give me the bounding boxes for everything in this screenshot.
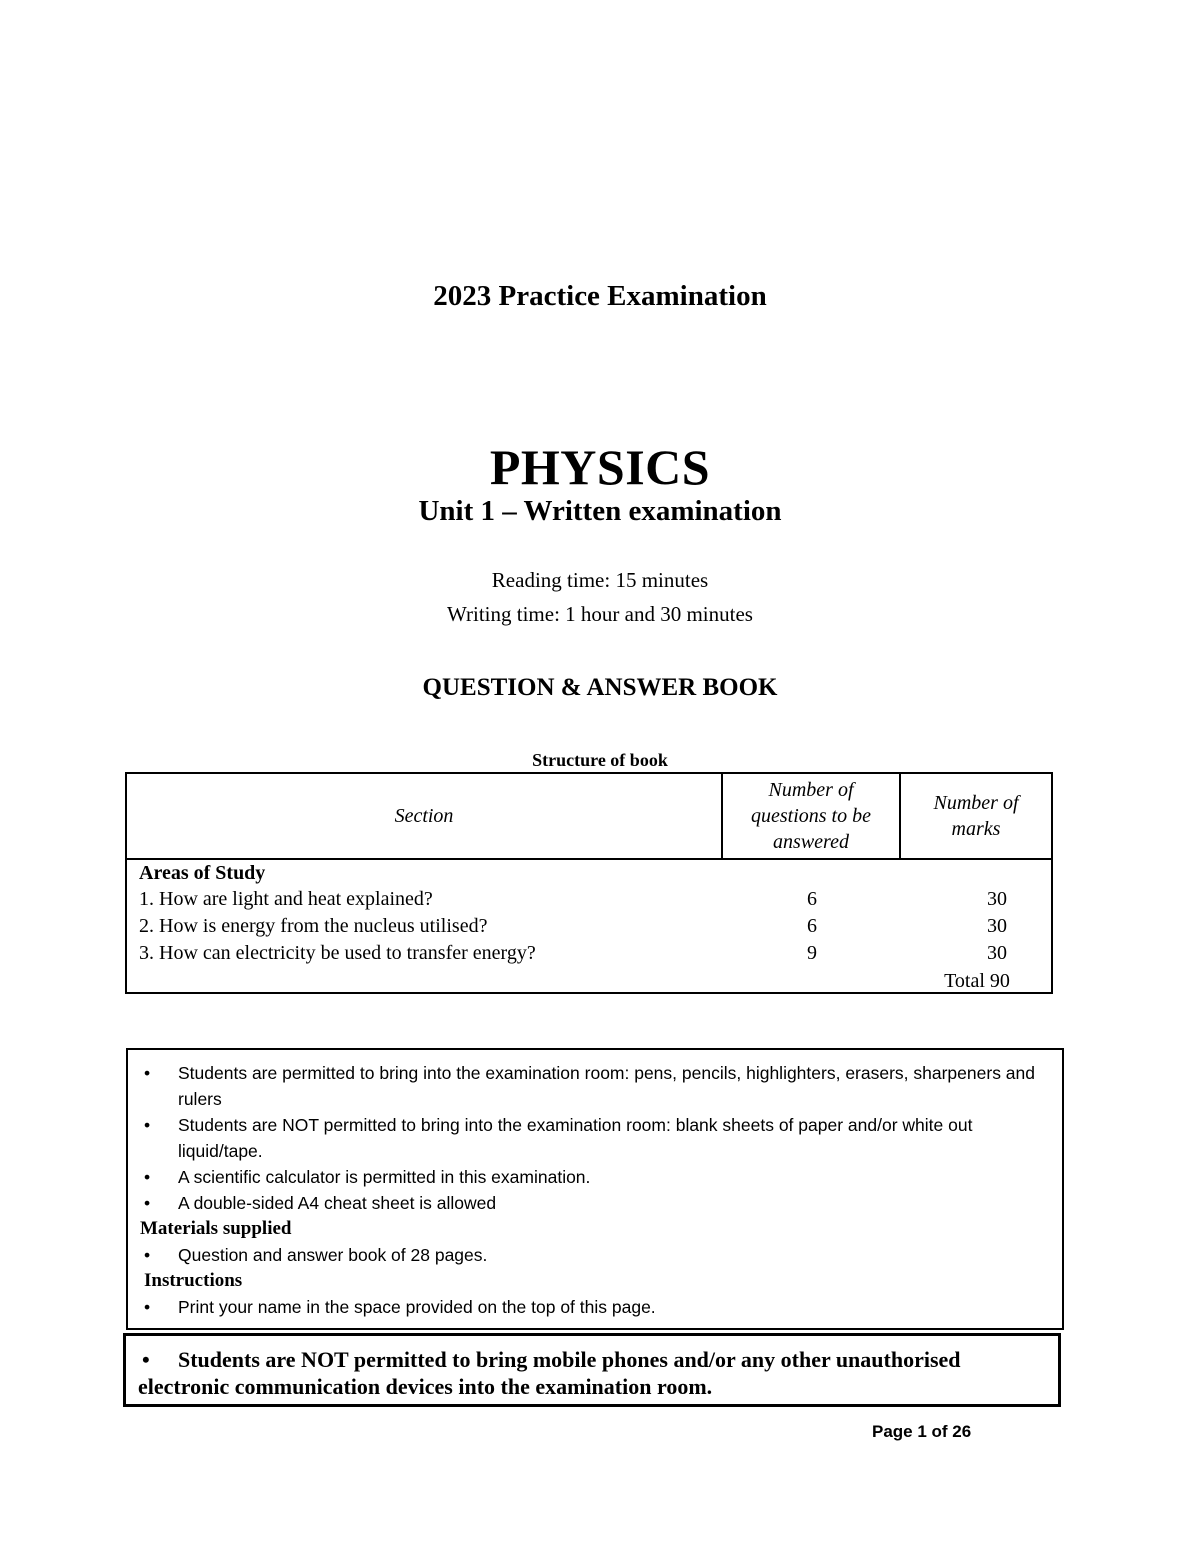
mobile-phone-warning-box — [123, 1333, 1061, 1407]
exam-rules-box — [126, 1048, 1064, 1330]
column-header-marks: Number of marks — [933, 792, 1019, 840]
table-row — [127, 915, 1051, 942]
column-header-questions: Number of questions to be answered — [723, 774, 901, 858]
bullet-icon: • — [144, 1063, 151, 1083]
bullet-icon: • — [144, 1297, 151, 1317]
structure-table-header — [127, 774, 1051, 860]
rule-item — [140, 1060, 1050, 1112]
rule-item — [140, 1294, 1050, 1320]
row-questions: 6 — [807, 915, 817, 937]
row-section: 2. How is energy from the nucleus utilised? — [139, 915, 488, 937]
row-section: 3. How can electricity be used to transfer energy? — [139, 942, 536, 964]
rule-calculator: A scientific calculator is permitted in this examination. — [178, 1167, 591, 1187]
total-marks: Total 90 — [944, 970, 1010, 992]
bullet-icon: • — [142, 1347, 150, 1372]
row-marks: 30 — [987, 888, 1007, 910]
materials-heading: Materials supplied — [140, 1218, 292, 1239]
rule-item — [140, 1164, 1050, 1190]
warning-text: Students are NOT permitted to bring mobile phones and/or any other unauthorised electronic communication devices into the examination room. — [138, 1347, 961, 1399]
exam-year-title: 2023 Practice Examination — [433, 280, 767, 312]
materials-item: Question and answer book of 28 pages. — [178, 1245, 488, 1265]
structure-caption: Structure of book — [532, 750, 668, 770]
bullet-icon: • — [144, 1245, 151, 1265]
table-row — [127, 888, 1051, 915]
bullet-icon: • — [144, 1167, 151, 1187]
writing-time: Writing time: 1 hour and 30 minutes — [447, 602, 753, 626]
row-marks: 30 — [987, 942, 1007, 964]
row-marks: 30 — [987, 915, 1007, 937]
reading-time: Reading time: 15 minutes — [491, 568, 709, 592]
column-header-section: Section — [127, 774, 723, 858]
table-row — [127, 942, 1051, 969]
bullet-icon: • — [144, 1193, 151, 1213]
rule-item — [140, 1190, 1050, 1216]
rule-permitted-items: Students are permitted to bring into the examination room: pens, pencils, highlighters, erasers, sharpeners and rulers — [178, 1063, 1036, 1109]
areas-of-study-heading: Areas of Study — [139, 862, 266, 884]
rule-item — [140, 1112, 1050, 1164]
instructions-heading: Instructions — [144, 1270, 243, 1291]
row-section: 1. How are light and heat explained? — [139, 888, 433, 910]
rule-not-permitted-items: Students are NOT permitted to bring into the examination room: blank sheets of paper and/or white out liquid/tape. — [178, 1115, 973, 1161]
rule-cheat-sheet: A double-sided A4 cheat sheet is allowed — [178, 1193, 497, 1213]
page-number: Page 1 of 26 — [872, 1422, 972, 1441]
row-questions: 6 — [807, 888, 817, 910]
rule-item — [140, 1242, 1050, 1268]
book-title: QUESTION & ANSWER BOOK — [422, 674, 778, 701]
unit-title: Unit 1 – Written examination — [418, 495, 782, 527]
structure-table — [125, 772, 1053, 994]
bullet-icon: • — [144, 1115, 151, 1135]
instructions-item: Print your name in the space provided on the top of this page. — [178, 1297, 656, 1317]
row-questions: 9 — [807, 942, 817, 964]
subject-title: PHYSICS — [489, 439, 711, 495]
